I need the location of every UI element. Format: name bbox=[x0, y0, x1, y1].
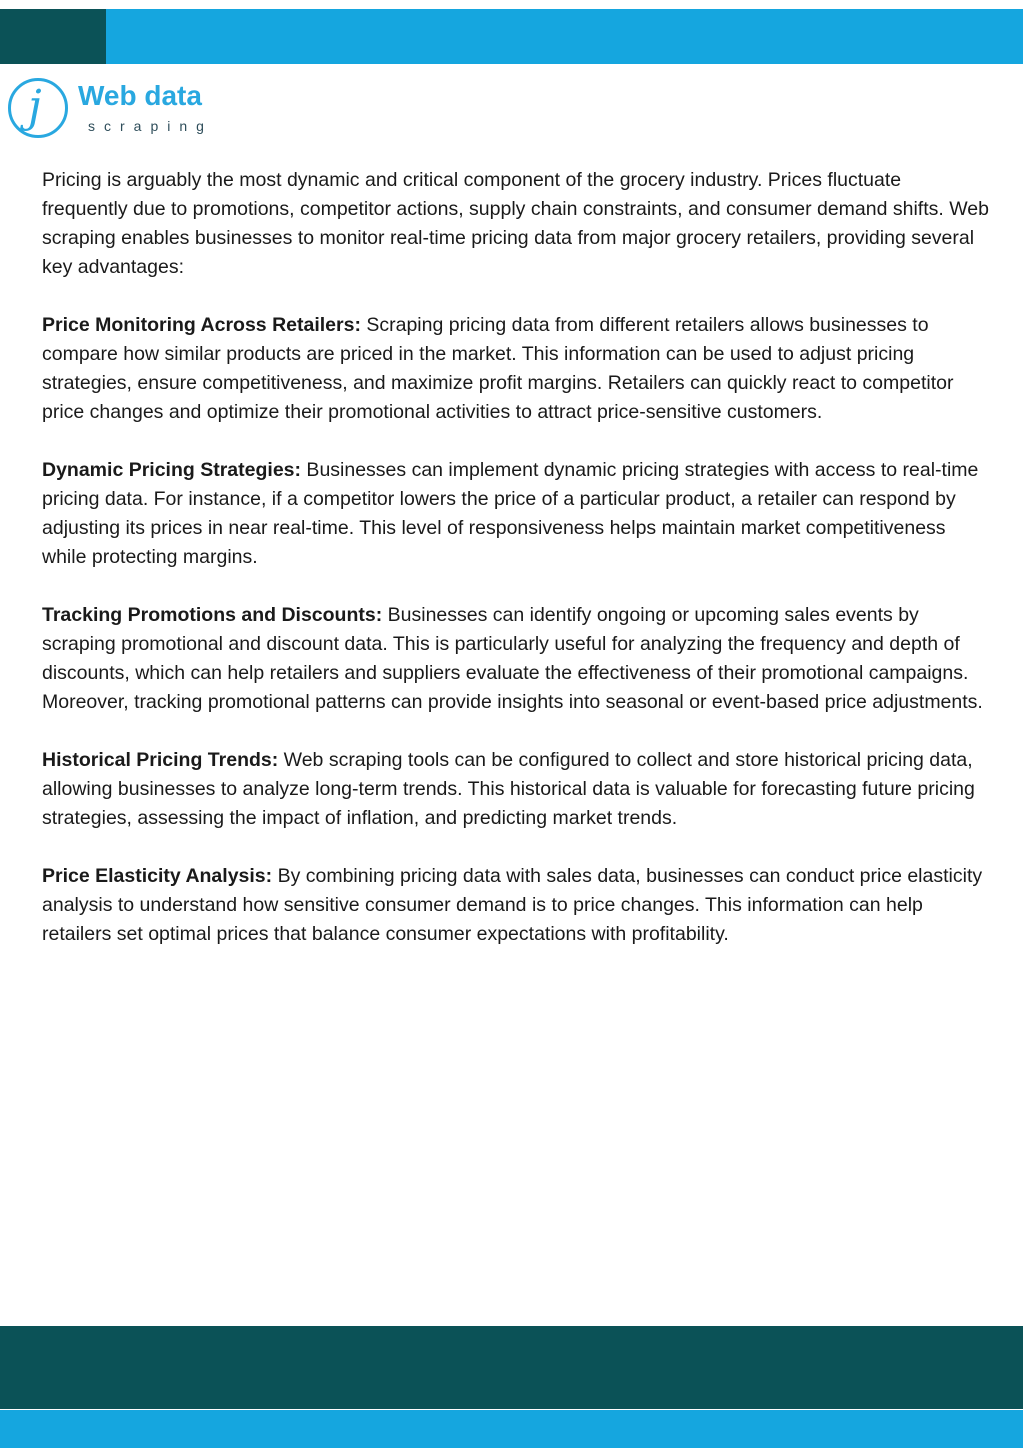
section-price-elasticity bbox=[42, 862, 992, 949]
section-body: Businesses can implement dynamic pricing strategies with access to real-time pricing data. For instance, if a competitor lowers the price of a particular product, a retailer can respond by adjusting its prices in near real-time. This level of responsiveness helps maintain market competitiveness while protecting margins. bbox=[42, 459, 979, 568]
section-body: By combining pricing data with sales data, businesses can conduct price elasticity analysis to understand how sensitive consumer demand is to price changes. This information can help retailers set optimal prices that balance consumer expectations with profitability. bbox=[42, 865, 983, 945]
logo-wordmark: Web data bbox=[78, 80, 202, 111]
section-body: Web scraping tools can be configured to collect and store historical pricing data, allowing businesses to analyze long-term trends. This historical data is valuable for forecasting future pricing strategies, assessing the impact of inflation, and predicting market trends. bbox=[42, 749, 975, 829]
section-title: Price Elasticity Analysis: bbox=[42, 865, 273, 887]
section-dynamic-pricing bbox=[42, 456, 992, 572]
section-title: Historical Pricing Trends: bbox=[42, 749, 279, 771]
logo-mark: j bbox=[28, 81, 42, 132]
footer-band bbox=[0, 1326, 1023, 1409]
section-title: Price Monitoring Across Retailers: bbox=[42, 314, 361, 336]
section-title: Dynamic Pricing Strategies: bbox=[42, 459, 302, 481]
footer-bar bbox=[0, 1410, 1023, 1448]
section-body: Businesses can identify ongoing or upcoming sales events by scraping promotional and discount data. This is particularly useful for analyzing the frequency and depth of discounts, which can help retailers and suppliers evaluate the effectiveness of their promotional campaigns. Moreover, tracking promotional patterns can provide insights into seasonal or event-based price adjustments. bbox=[42, 604, 983, 713]
section-tracking-promotions bbox=[42, 601, 992, 717]
company-logo bbox=[8, 78, 248, 148]
section-price-monitoring bbox=[42, 311, 992, 427]
logo-subtitle: scraping bbox=[88, 118, 213, 134]
section-title: Tracking Promotions and Discounts: bbox=[42, 604, 383, 626]
section-historical-trends bbox=[42, 746, 992, 833]
header-bar bbox=[0, 9, 1023, 64]
section-body: Scraping pricing data from different retailers allows businesses to compare how similar products are priced in the market. This information can be used to adjust pricing strategies, ensure competitiveness, and maximize profit margins. Retailers can quickly react to competitor price changes and optimize their promotional activities to attract price-sensitive customers. bbox=[42, 314, 954, 423]
header-accent-block bbox=[0, 9, 106, 64]
document-body bbox=[42, 166, 992, 978]
intro-paragraph: Pricing is arguably the most dynamic and critical component of the grocery industry. Prices fluctuate frequently due to promotions, competitor actions, supply chain constraints, and consumer demand shifts. Web scraping enables businesses to monitor real-time pricing data from major grocery retailers, providing several key advantages: bbox=[42, 169, 989, 278]
